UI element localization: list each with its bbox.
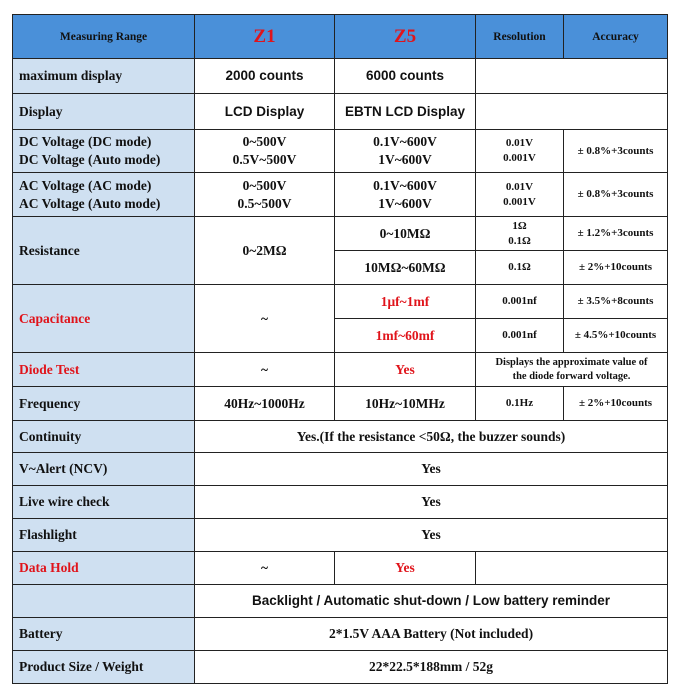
ac-voltage-resolution bbox=[476, 173, 564, 217]
resistance-z5-high: 10MΩ~60MΩ bbox=[335, 251, 476, 285]
ac-voltage-label-ac: AC Voltage (AC mode) bbox=[19, 177, 152, 193]
capacitance-row-a bbox=[13, 285, 668, 319]
battery-row bbox=[13, 618, 668, 651]
capacitance-res-low: 0.001nf bbox=[476, 285, 564, 319]
dc-voltage-z5-dc: 0.1V~600V bbox=[373, 134, 437, 149]
spec-table bbox=[12, 14, 668, 684]
continuity-label: Continuity bbox=[13, 421, 195, 453]
live-wire-label: Live wire check bbox=[13, 486, 195, 519]
diode-label: Diode Test bbox=[13, 353, 195, 387]
frequency-z1: 40Hz~1000Hz bbox=[195, 387, 335, 421]
battery-value: 2*1.5V AAA Battery (Not included) bbox=[195, 618, 668, 651]
diode-note-line-1: Displays the approximate value of bbox=[495, 356, 648, 368]
resistance-acc-low: ± 1.2%+3counts bbox=[564, 217, 668, 251]
frequency-accuracy: ± 2%+10counts bbox=[564, 387, 668, 421]
ac-voltage-z5-auto: 1V~600V bbox=[378, 195, 432, 211]
max-display-empty bbox=[476, 59, 668, 94]
diode-z1: ~ bbox=[195, 353, 335, 387]
capacitance-acc-low: ± 3.5%+8counts bbox=[564, 285, 668, 319]
dc-voltage-accuracy: ± 0.8%+3counts bbox=[564, 130, 668, 173]
ac-voltage-z5-ac: 0.1V~600V bbox=[373, 177, 437, 193]
features-row bbox=[13, 585, 668, 618]
flashlight-label: Flashlight bbox=[13, 519, 195, 552]
ac-voltage-z5 bbox=[335, 173, 476, 217]
flashlight-value: Yes bbox=[195, 519, 668, 552]
size-weight-row bbox=[13, 651, 668, 684]
display-row bbox=[13, 94, 668, 130]
ac-voltage-z1-ac: 0~500V bbox=[242, 177, 287, 193]
resistance-z5-low: 0~10MΩ bbox=[335, 217, 476, 251]
ac-voltage-res-ac: 0.01V bbox=[505, 180, 534, 193]
dc-voltage-res-auto: 0.001V bbox=[503, 152, 536, 164]
display-label: Display bbox=[13, 94, 195, 130]
dc-voltage-z5-auto: 1V~600V bbox=[378, 152, 432, 167]
capacitance-z5-low: 1μf~1mf bbox=[335, 285, 476, 319]
dc-voltage-z5 bbox=[335, 130, 476, 173]
ac-voltage-z1 bbox=[195, 173, 335, 217]
resistance-row-a bbox=[13, 217, 668, 251]
battery-label: Battery bbox=[13, 618, 195, 651]
capacitance-z5-high: 1mf~60mf bbox=[335, 319, 476, 353]
data-hold-empty bbox=[476, 552, 668, 585]
z5-header: Z5 bbox=[335, 15, 476, 59]
diode-row bbox=[13, 353, 668, 387]
capacitance-res-high: 0.001nf bbox=[476, 319, 564, 353]
ncv-value: Yes bbox=[195, 453, 668, 486]
ncv-label: V~Alert (NCV) bbox=[13, 453, 195, 486]
capacitance-z1: ~ bbox=[195, 285, 335, 353]
ncv-row bbox=[13, 453, 668, 486]
frequency-resolution: 0.1Hz bbox=[476, 387, 564, 421]
live-wire-value: Yes bbox=[195, 486, 668, 519]
diode-note-line-2: the diode forward voltage. bbox=[512, 370, 631, 382]
dc-voltage-label bbox=[13, 130, 195, 173]
ac-voltage-row bbox=[13, 173, 668, 217]
continuity-row bbox=[13, 421, 668, 453]
max-display-label: maximum display bbox=[13, 59, 195, 94]
display-z1: LCD Display bbox=[195, 94, 335, 130]
data-hold-row bbox=[13, 552, 668, 585]
accuracy-header: Accuracy bbox=[564, 15, 668, 59]
dc-voltage-z1-dc: 0~500V bbox=[242, 134, 287, 149]
measuring-range-header: Measuring Range bbox=[13, 15, 195, 59]
resistance-label: Resistance bbox=[13, 217, 195, 285]
diode-z5: Yes bbox=[335, 353, 476, 387]
size-weight-value: 22*22.5*188mm / 52g bbox=[195, 651, 668, 684]
data-hold-label: Data Hold bbox=[13, 552, 195, 585]
resistance-acc-high: ± 2%+10counts bbox=[564, 251, 668, 285]
header-row bbox=[13, 15, 668, 59]
ac-voltage-res-auto: 0.001V bbox=[503, 195, 536, 208]
size-weight-label: Product Size / Weight bbox=[13, 651, 195, 684]
frequency-z5: 10Hz~10MHz bbox=[335, 387, 476, 421]
data-hold-z1: ~ bbox=[195, 552, 335, 585]
dc-voltage-z1 bbox=[195, 130, 335, 173]
data-hold-z5: Yes bbox=[335, 552, 476, 585]
z1-header: Z1 bbox=[195, 15, 335, 59]
capacitance-acc-high: ± 4.5%+10counts bbox=[564, 319, 668, 353]
live-wire-row bbox=[13, 486, 668, 519]
frequency-label: Frequency bbox=[13, 387, 195, 421]
dc-voltage-label-dc: DC Voltage (DC mode) bbox=[19, 134, 152, 149]
display-empty bbox=[476, 94, 668, 130]
max-display-z1: 2000 counts bbox=[195, 59, 335, 94]
features-value: Backlight / Automatic shut-down / Low battery reminder bbox=[195, 585, 668, 618]
ac-voltage-z1-auto: 0.5~500V bbox=[237, 195, 292, 211]
resistance-res-high: 0.1Ω bbox=[476, 251, 564, 285]
resistance-z1: 0~2MΩ bbox=[195, 217, 335, 285]
capacitance-label: Capacitance bbox=[13, 285, 195, 353]
flashlight-row bbox=[13, 519, 668, 552]
resolution-header: Resolution bbox=[476, 15, 564, 59]
diode-note bbox=[476, 353, 668, 387]
frequency-row bbox=[13, 387, 668, 421]
dc-voltage-res-dc: 0.01V bbox=[505, 137, 534, 149]
features-label bbox=[13, 585, 195, 618]
max-display-row bbox=[13, 59, 668, 94]
display-z5: EBTN LCD Display bbox=[335, 94, 476, 130]
dc-voltage-row bbox=[13, 130, 668, 173]
resistance-res-low bbox=[476, 217, 564, 251]
resistance-res-low-2: 0.1Ω bbox=[508, 234, 531, 247]
ac-voltage-label-auto: AC Voltage (Auto mode) bbox=[19, 195, 161, 211]
ac-voltage-label bbox=[13, 173, 195, 217]
continuity-value: Yes.(If the resistance <50Ω, the buzzer sounds) bbox=[195, 421, 668, 453]
dc-voltage-label-auto: DC Voltage (Auto mode) bbox=[19, 152, 161, 167]
dc-voltage-resolution bbox=[476, 130, 564, 173]
ac-voltage-accuracy: ± 0.8%+3counts bbox=[564, 173, 668, 217]
max-display-z5: 6000 counts bbox=[335, 59, 476, 94]
resistance-res-low-1: 1Ω bbox=[512, 219, 527, 232]
dc-voltage-z1-auto: 0.5V~500V bbox=[232, 152, 297, 167]
